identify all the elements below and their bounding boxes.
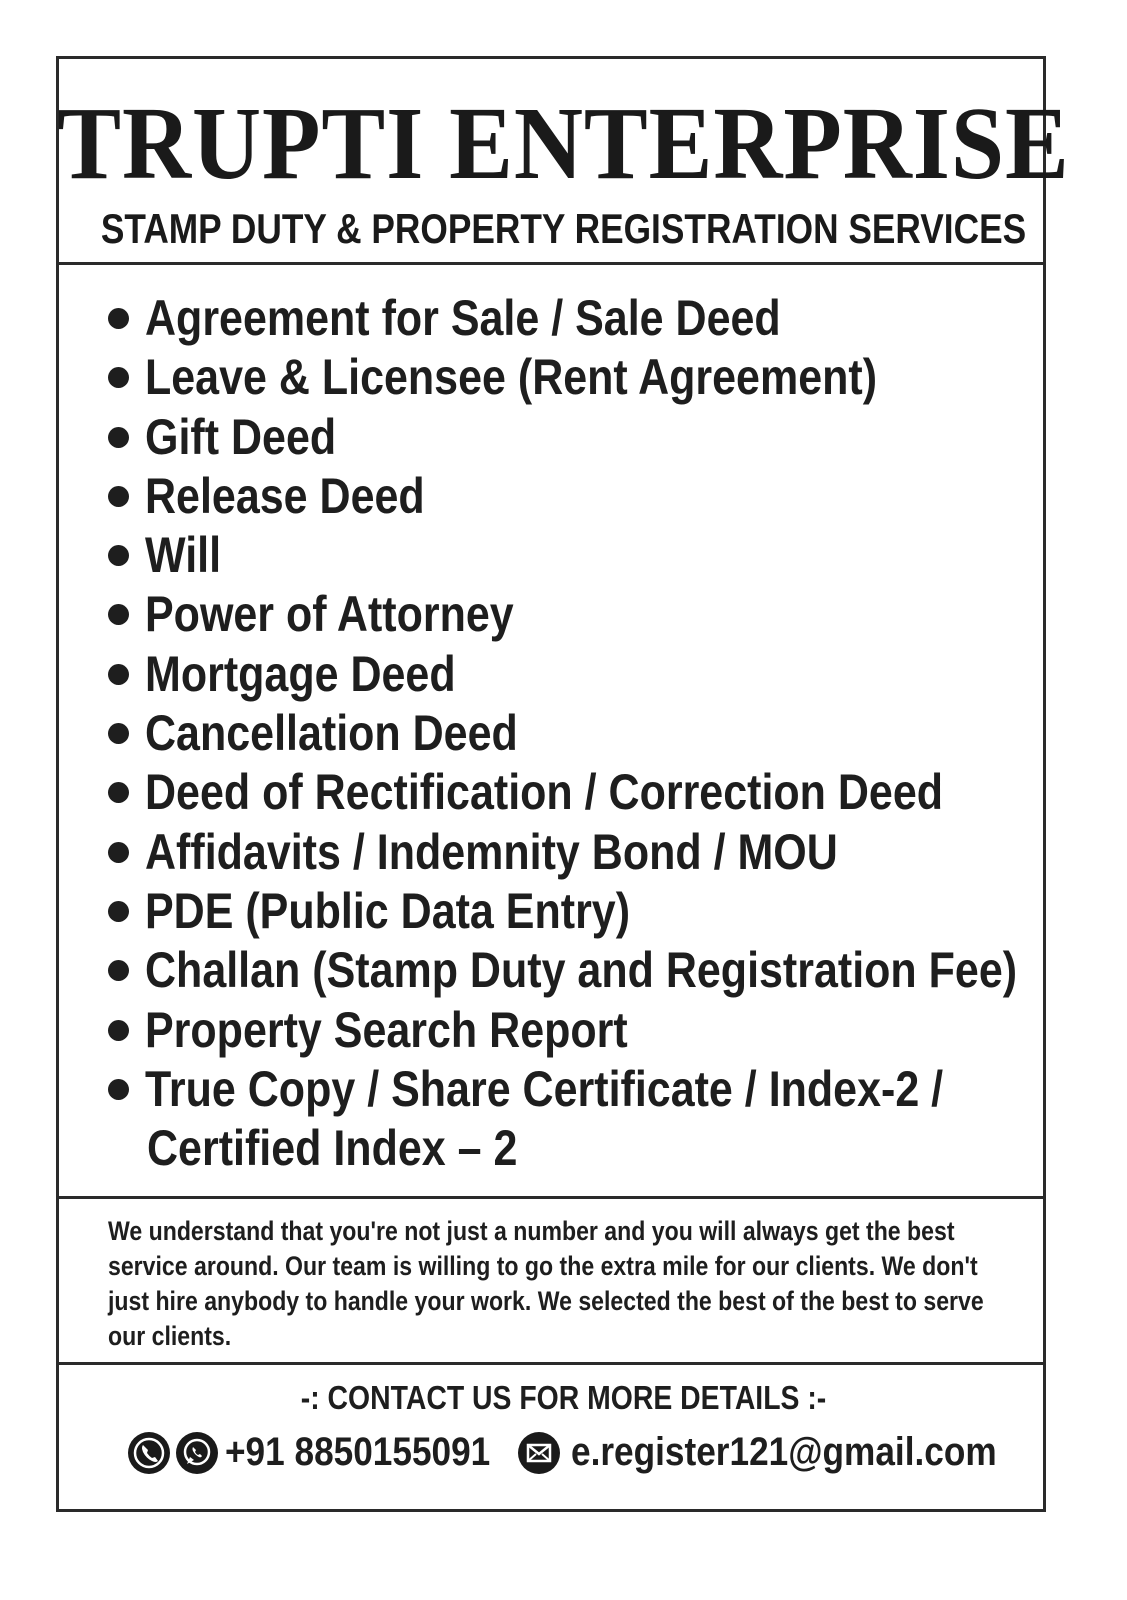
contact-heading: -: CONTACT US FOR MORE DETAILS :- [300, 1379, 827, 1416]
bullet-icon [108, 427, 129, 448]
service-label: Leave & Licensee (Rent Agreement) [145, 349, 878, 406]
service-label: PDE (Public Data Entry) [145, 882, 631, 939]
whatsapp-icon [176, 1432, 218, 1474]
bullet-icon [108, 901, 129, 922]
bullet-icon [108, 842, 129, 863]
bullet-icon [108, 1020, 129, 1041]
service-label-continuation: Certified Index – 2 [147, 1119, 518, 1176]
service-label: Challan (Stamp Duty and Registration Fee) [145, 942, 1018, 999]
contact-row [128, 1426, 1028, 1482]
divider-bottom [59, 1362, 1043, 1365]
bullet-icon [108, 486, 129, 507]
email-icon [518, 1432, 560, 1474]
service-label: Cancellation Deed [145, 705, 518, 762]
divider-top [59, 262, 1043, 265]
business-name: TRUPTI ENTERPRISE [57, 86, 1070, 201]
service-label: Property Search Report [145, 1001, 628, 1058]
service-label: Agreement for Sale / Sale Deed [145, 290, 781, 346]
phone-icon [128, 1432, 170, 1474]
divider-middle [59, 1196, 1043, 1199]
service-label: Affidavits / Indemnity Bond / MOU [145, 823, 838, 880]
service-label: Gift Deed [145, 408, 337, 465]
bullet-icon [108, 308, 129, 329]
about-text: We understand that you're not just a number and you will always get the best service around. Our team is willing to go the extra mile for our clients. We don't just hire anybody to handle your work. We selected the best of the best to serve our clients. [108, 1216, 984, 1351]
service-label: Power of Attorney [145, 586, 514, 643]
service-label: True Copy / Share Certificate / Index-2 / [145, 1060, 944, 1117]
bullet-icon [108, 1079, 129, 1100]
email-address[interactable]: e.register121@gmail.com [571, 1430, 997, 1474]
service-label: Will [145, 527, 222, 584]
service-label: Deed of Rectification / Correction Deed [145, 764, 944, 821]
service-label: Mortgage Deed [145, 645, 456, 702]
bullet-icon [108, 723, 129, 744]
bullet-icon [108, 664, 129, 685]
business-tagline: STAMP DUTY & PROPERTY REGISTRATION SERVICES [100, 205, 1027, 252]
phone-number[interactable]: +91 8850155091 [225, 1430, 491, 1474]
service-label: Release Deed [145, 467, 425, 524]
